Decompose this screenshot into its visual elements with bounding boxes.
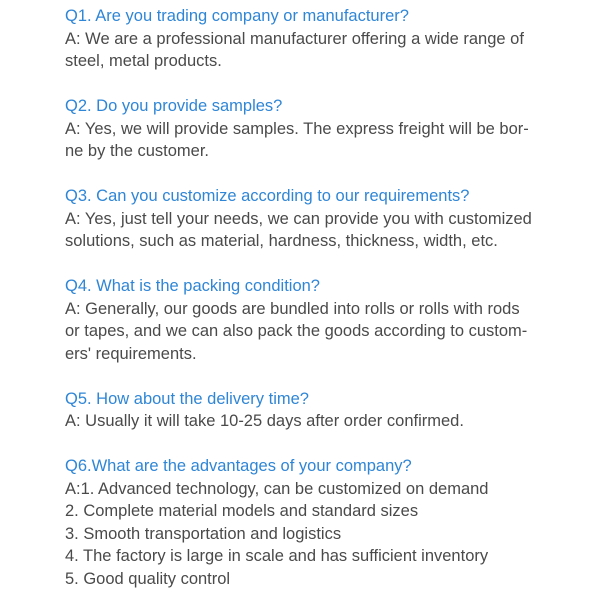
faq-question: Q5. How about the delivery time? bbox=[65, 389, 309, 408]
faq-item-q2 bbox=[65, 95, 600, 163]
faq-answer-line: A: We are a professional manufacturer offering a wide range of bbox=[65, 29, 524, 48]
faq-answer-line: A:1. Advanced technology, can be customized on demand bbox=[65, 479, 489, 498]
spacer bbox=[65, 163, 600, 186]
faq-question: Q2. Do you provide samples? bbox=[65, 97, 283, 115]
faq-question: Q6.What are the advantages of your company? bbox=[65, 457, 412, 475]
faq-answer-line: A: Usually it will take 10-25 days after order confirmed. bbox=[65, 412, 464, 430]
spacer bbox=[65, 253, 600, 276]
spacer bbox=[65, 73, 600, 96]
faq-answer-line: steel, metal products. bbox=[65, 52, 222, 70]
faq-answer bbox=[65, 208, 600, 253]
faq-item-q1 bbox=[65, 5, 600, 73]
faq-answer-line: 5. Good quality control bbox=[65, 569, 231, 588]
faq-answer bbox=[65, 28, 600, 73]
faq-answer-line: solutions, such as material, hardness, thickness, width, etc. bbox=[65, 232, 498, 250]
faq-question: Q1. Are you trading company or manufacturer? bbox=[65, 7, 409, 25]
faq-answer bbox=[65, 298, 600, 366]
spacer bbox=[65, 433, 600, 456]
faq-answer-line: ers' requirements. bbox=[65, 344, 197, 363]
faq-question: Q3. Can you customize according to our requirements? bbox=[65, 187, 470, 205]
faq-answer-line: A: Yes, we will provide samples. The express freight will be bor- bbox=[65, 119, 529, 138]
faq-answer-line: A: Yes, just tell your needs, we can provide you with customized bbox=[65, 209, 532, 228]
faq-item-q4 bbox=[65, 275, 600, 365]
faq-answer-line: 2. Complete material models and standard sizes bbox=[65, 502, 419, 520]
faq-item-q6 bbox=[65, 455, 600, 590]
faq-item-q3 bbox=[65, 185, 600, 253]
faq-answer-line: ne by the customer. bbox=[65, 142, 209, 160]
faq-answer-line: or tapes, and we can also pack the goods according to custom- bbox=[65, 322, 528, 340]
faq-answer bbox=[65, 118, 600, 163]
faq-answer bbox=[65, 410, 600, 433]
faq-item-q5 bbox=[65, 388, 600, 433]
faq-answer bbox=[65, 478, 600, 591]
faq-answer-line: 4. The factory is large in scale and has sufficient inventory bbox=[65, 547, 489, 565]
faq-question: Q4. What is the packing condition? bbox=[65, 277, 320, 295]
faq-answer-line: 3. Smooth transportation and logistics bbox=[65, 524, 342, 543]
faq-answer-line: A: Generally, our goods are bundled into rolls or rolls with rods bbox=[65, 299, 520, 318]
spacer bbox=[65, 365, 600, 388]
